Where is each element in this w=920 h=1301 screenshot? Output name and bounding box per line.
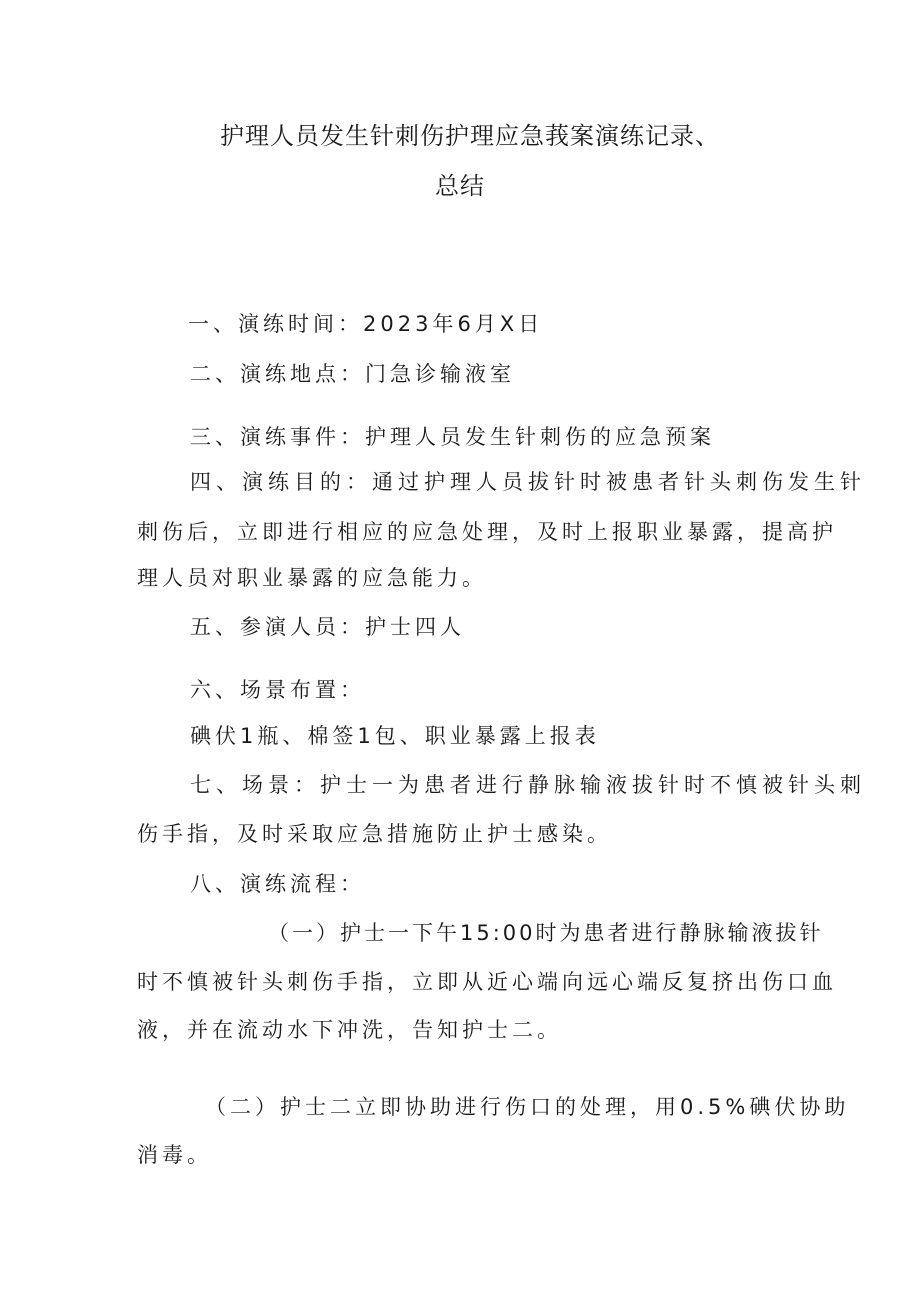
drill-location: 二、演练地点：门急诊输液室 bbox=[190, 362, 515, 386]
scene-description-line-2: 伤手指，及时采取应急措施防止护士感染。 bbox=[137, 822, 612, 846]
process-step-2-line-1: （二）护士二立即协助进行伤口的处理，用0.5%碘伏协助 bbox=[205, 1095, 850, 1119]
process-step-1-line-3: 液，并在流动水下冲洗，告知护士二。 bbox=[137, 1018, 562, 1042]
drill-time: 一、演练时间：2023年6月X日 bbox=[188, 312, 544, 336]
drill-process-heading: 八、演练流程： bbox=[190, 872, 365, 896]
drill-purpose-line-3: 理人员对职业暴露的应急能力。 bbox=[137, 566, 487, 590]
document-title-line-2: 总结 bbox=[435, 172, 485, 200]
process-step-1-line-2: 时不慎被针头刺伤手指，立即从近心端向远心端反复挤出伤口血 bbox=[137, 970, 837, 994]
drill-purpose-line-2: 刺伤后，立即进行相应的应急处理，及时上报职业暴露，提高护 bbox=[137, 520, 837, 544]
drill-event: 三、演练事件：护理人员发生针刺伤的应急预案 bbox=[190, 425, 715, 449]
scene-setup-items: 碘伏1瓶、棉签1包、职业暴露上报表 bbox=[190, 724, 600, 748]
process-step-2-line-2: 消毒。 bbox=[137, 1143, 212, 1167]
process-step-1-line-1: （一）护士一下午15:00时为患者进行静脉输液拔针 bbox=[268, 921, 824, 945]
drill-purpose-line-1: 四、演练目的：通过护理人员拔针时被患者针头刺伤发生针 bbox=[190, 470, 866, 494]
drill-participants: 五、参演人员：护士四人 bbox=[190, 615, 465, 639]
document-title-line-1: 护理人员发生针刺伤护理应急莪案演练记录、 bbox=[220, 122, 720, 150]
scene-description-line-1: 七、场景：护士一为患者进行静脉输液拔针时不慎被针头刺 bbox=[190, 773, 866, 797]
scene-setup-heading: 六、场景布置： bbox=[190, 678, 365, 702]
